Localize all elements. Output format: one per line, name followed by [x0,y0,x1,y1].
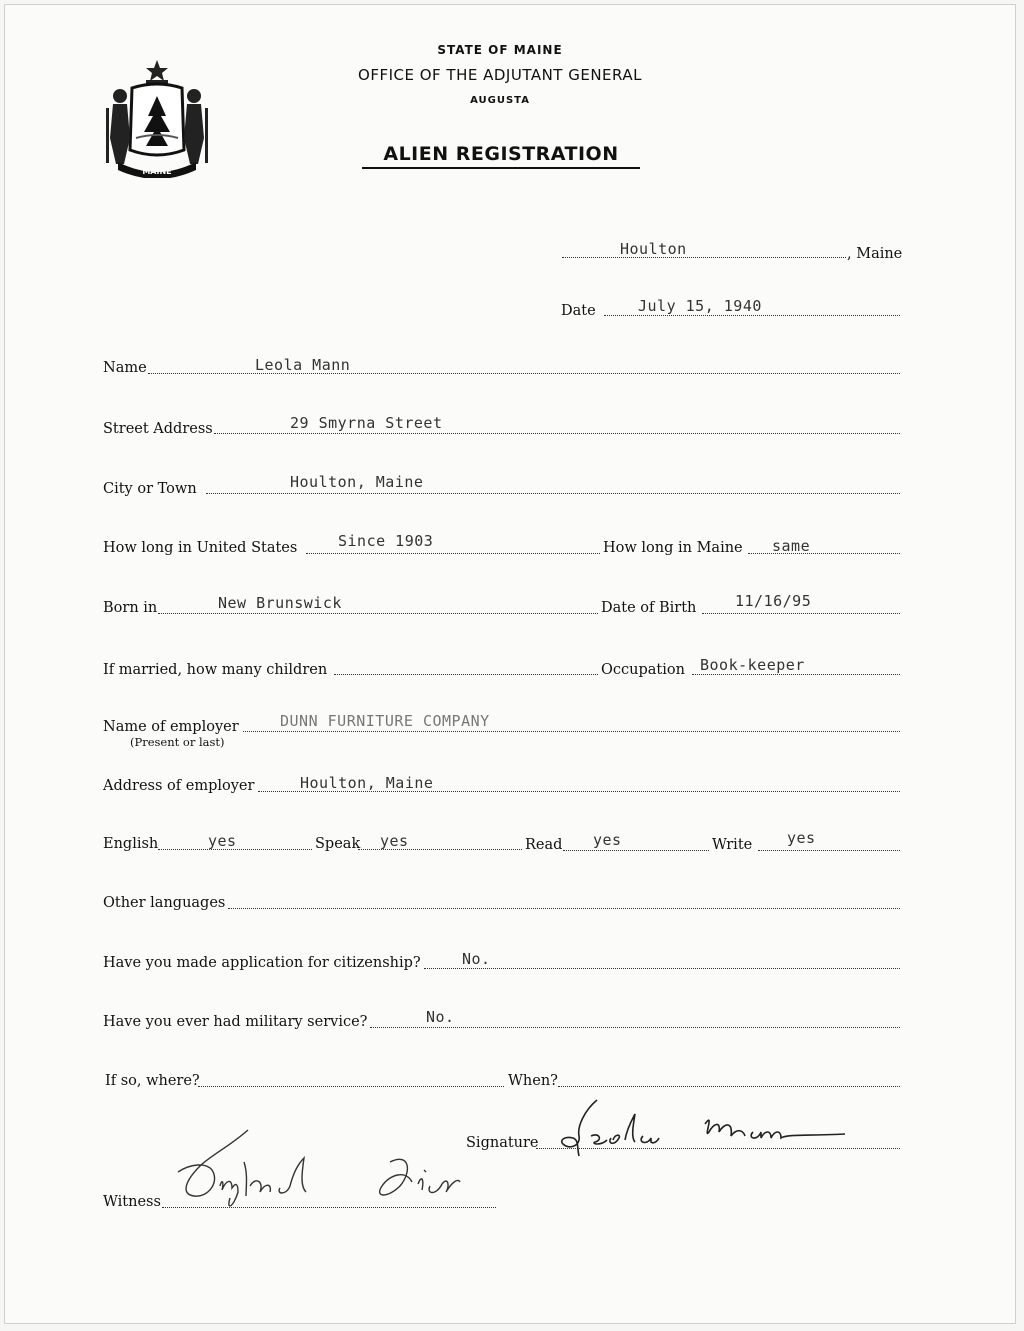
dob-line [702,612,900,614]
english-label: English [103,836,159,852]
date-label: Date [561,303,596,319]
state-heading: STATE OF MAINE [437,43,563,57]
date-value: July 15, 1940 [638,297,762,315]
speak-value: yes [380,832,409,850]
name-label: Name [103,360,147,376]
read-value: yes [593,831,622,849]
children-label: If married, how many children [103,662,328,678]
dob-label: Date of Birth [601,600,697,616]
children-line [334,673,598,675]
city-label: City or Town [103,481,197,497]
name-value: Leola Mann [255,356,351,374]
write-value: yes [787,829,816,847]
maine-state-seal [104,58,210,178]
write-line [758,849,900,851]
employer-value: DUNN FURNITURE COMPANY [280,712,490,730]
where-line [198,1085,504,1087]
military-value: No. [426,1008,455,1026]
signature-handwriting [555,1096,855,1160]
where-label: If so, where? [105,1073,200,1089]
street-label: Street Address [103,421,213,437]
read-label: Read [525,837,563,853]
city-heading: AUGUSTA [470,95,530,106]
read-line [563,849,709,851]
location-line [562,256,846,258]
employer-address-value: Houlton, Maine [300,774,434,792]
english-value: yes [208,832,237,850]
us-duration-label: How long in United States [103,540,298,556]
office-heading: OFFICE OF THE ADJUTANT GENERAL [358,66,642,84]
us-duration-line [306,552,600,554]
citizenship-label: Have you made application for citizenship? [103,955,421,971]
street-line [214,432,900,434]
maine-duration-value: same [772,537,811,555]
occupation-value: Book-keeper [700,656,805,674]
maine-duration-label: How long in Maine [603,540,743,556]
employer-address-label: Address of employer [103,778,255,794]
citizenship-line [424,967,900,969]
born-in-line [158,612,598,614]
us-duration-value: Since 1903 [338,532,434,550]
employer-sublabel: (Present or last) [130,735,225,749]
svg-text:MAINE: MAINE [142,167,172,176]
employer-line [243,730,900,732]
maine-duration-line [748,552,900,554]
city-line [206,492,900,494]
born-in-label: Born in [103,600,158,616]
location-suffix: , Maine [847,246,903,262]
born-in-value: New Brunswick [218,594,342,612]
street-value: 29 Smyrna Street [290,414,443,432]
write-label: Write [712,837,753,853]
when-line [558,1085,900,1087]
witness-handwriting [160,1126,480,1216]
dob-value: 11/16/95 [735,592,812,610]
signature-label: Signature [466,1135,539,1151]
occupation-label: Occupation [601,662,685,678]
citizenship-value: No. [462,950,491,968]
form-title: ALIEN REGISTRATION [362,143,640,169]
other-languages-line [228,907,900,909]
city-value: Houlton, Maine [290,473,424,491]
other-languages-label: Other languages [103,895,226,911]
witness-label: Witness [103,1194,161,1210]
speak-label: Speak [315,836,361,852]
military-line [370,1026,900,1028]
military-label: Have you ever had military service? [103,1014,368,1030]
location-value: Houlton [620,240,687,258]
employer-label: Name of employer [103,719,239,735]
when-label: When? [508,1073,558,1089]
